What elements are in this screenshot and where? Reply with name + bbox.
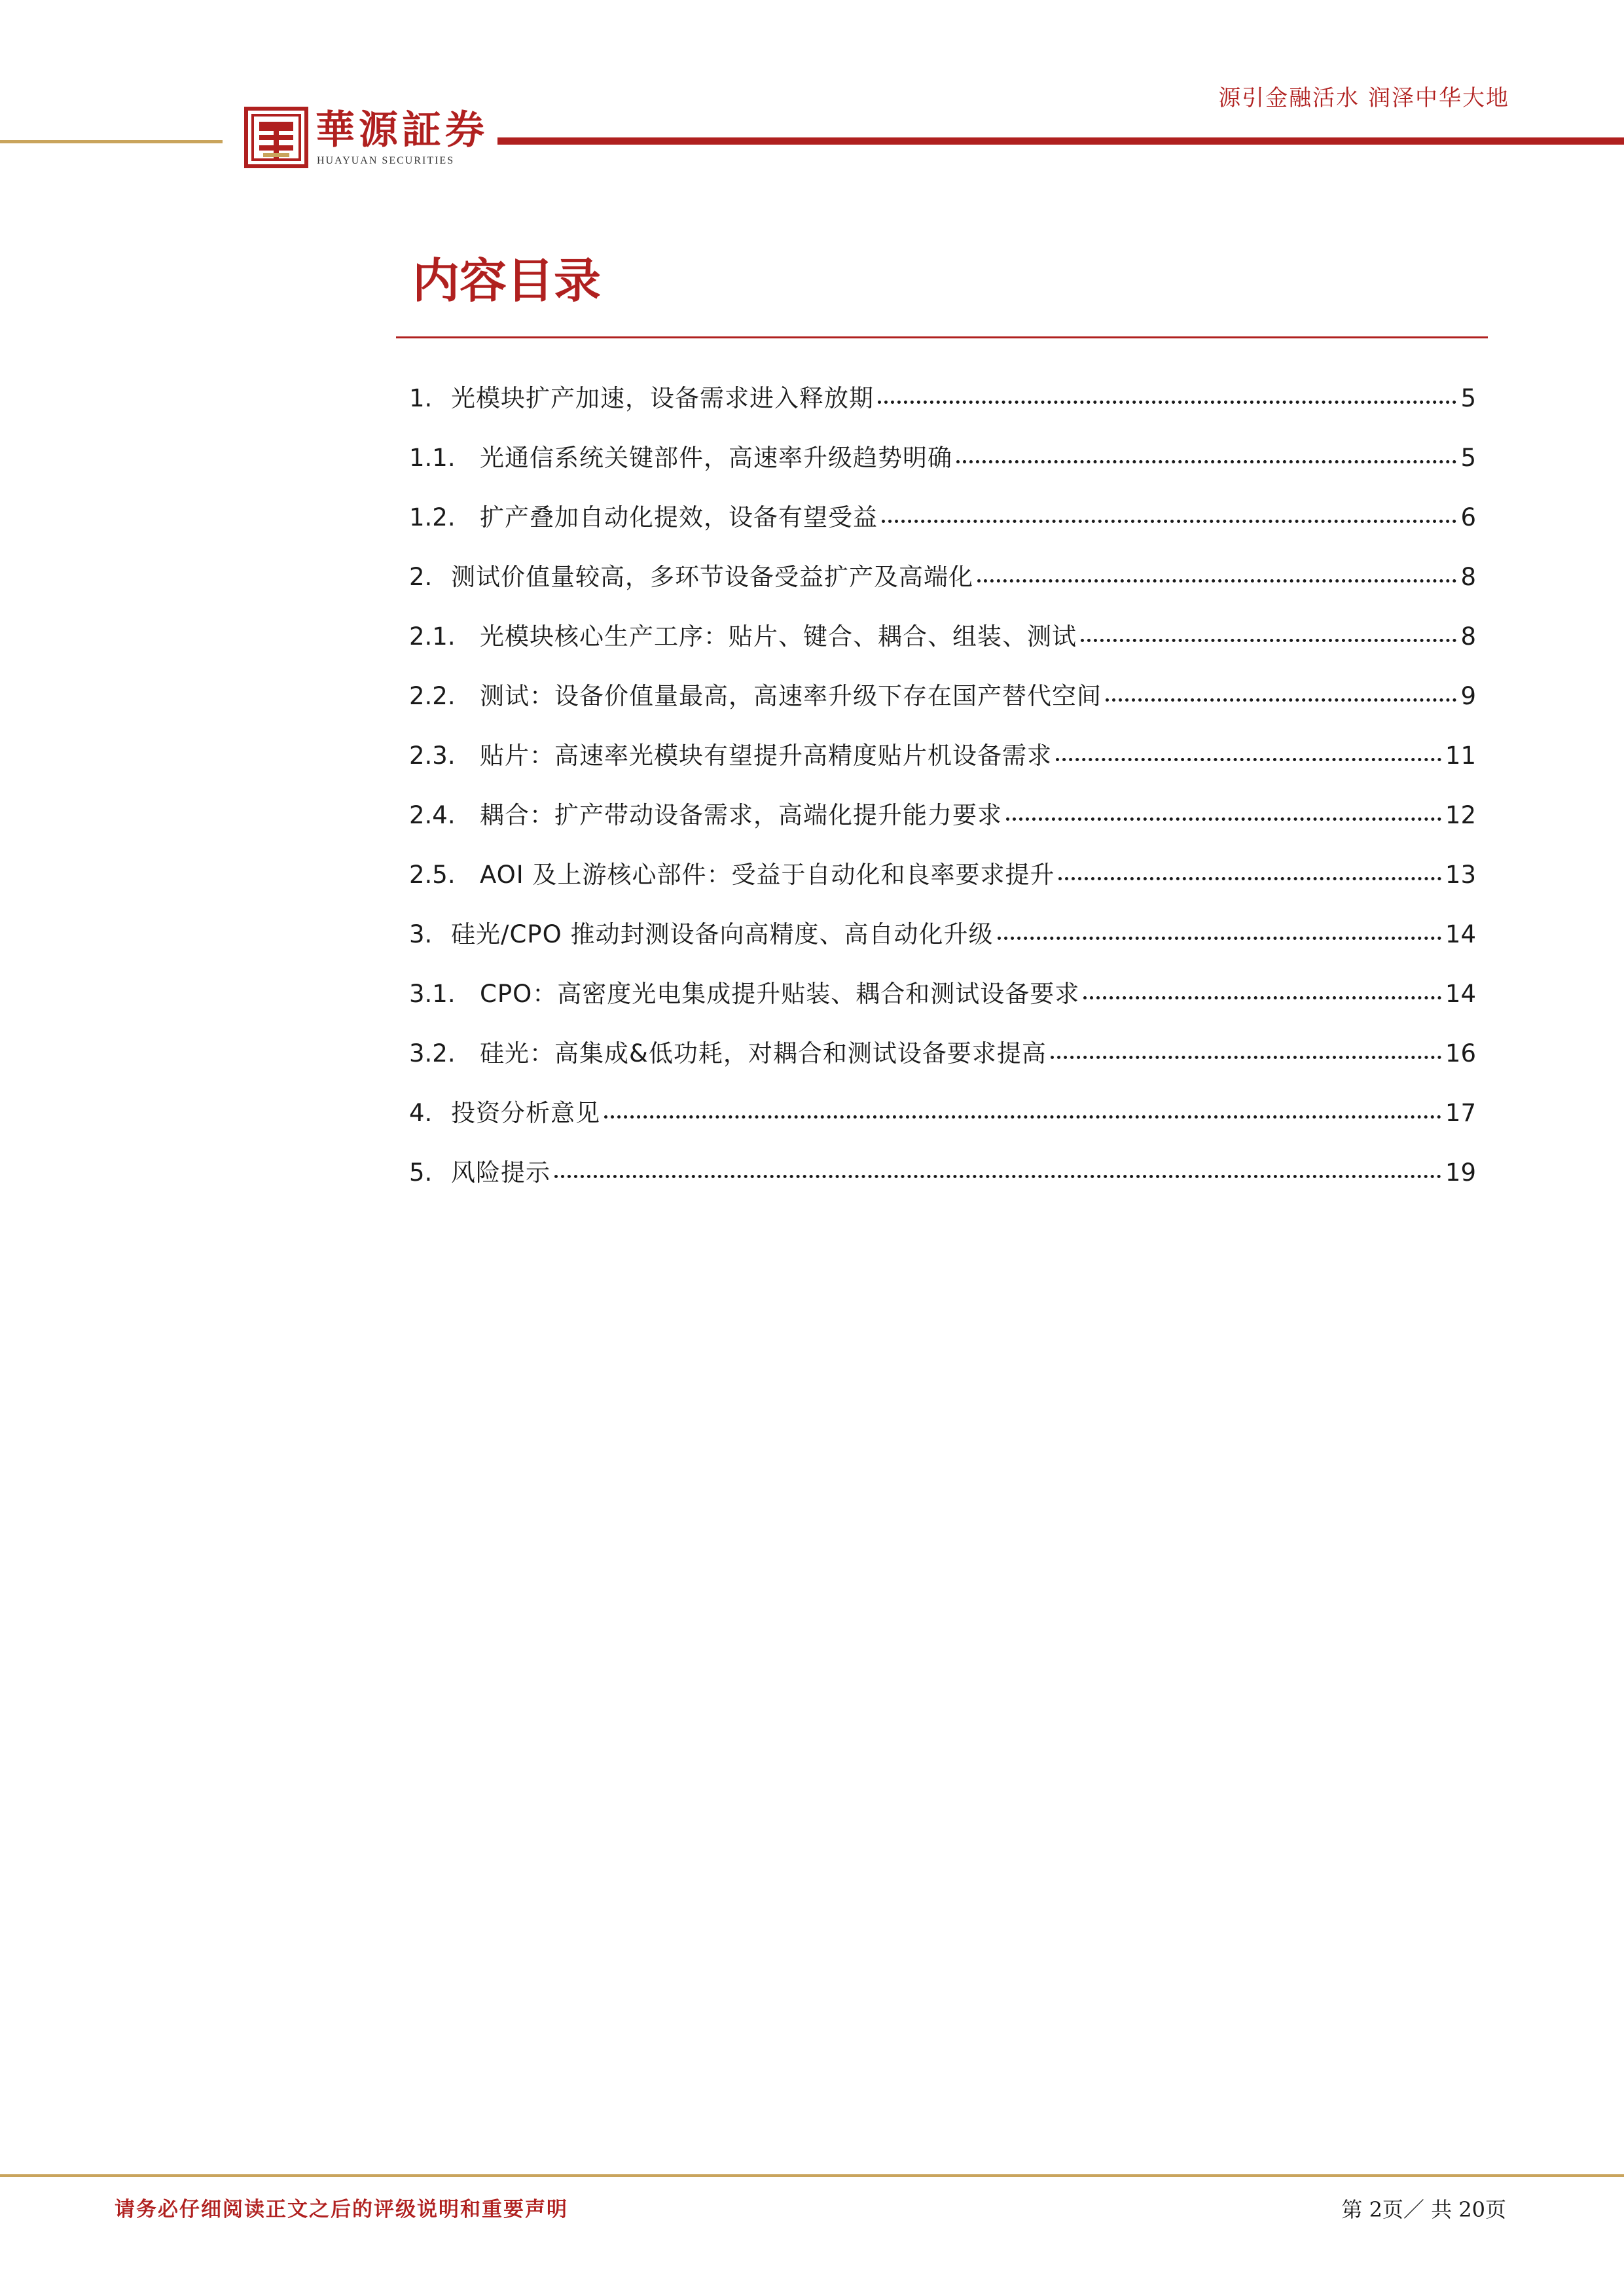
table-of-contents (409, 376, 1476, 1210)
toc-dot-leader (1058, 877, 1441, 880)
toc-entry-page: 8 (1460, 563, 1476, 591)
toc-entry-page: 5 (1460, 444, 1476, 472)
toc-entry-number: 3.1. (409, 980, 456, 1008)
toc-entry[interactable] (409, 376, 1476, 435)
footer-disclaimer: 请务必仔细阅读正文之后的评级说明和重要声明 (115, 2198, 568, 2221)
toc-entry-number: 2. (409, 563, 433, 591)
toc-entry-title: 耦合：扩产带动设备需求，高端化提升能力要求 (480, 801, 1002, 829)
toc-dot-leader (1083, 996, 1441, 999)
toc-entry[interactable] (409, 1031, 1476, 1090)
toc-entry-title: 光通信系统关键部件，高速率升级趋势明确 (480, 444, 952, 472)
toc-entry[interactable] (409, 435, 1476, 495)
toc-entry-number: 1. (409, 384, 433, 412)
toc-entry[interactable] (409, 971, 1476, 1031)
toc-entry-number: 1.2. (409, 503, 456, 531)
toc-dot-leader (554, 1175, 1441, 1178)
toc-entry-number: 2.2. (409, 682, 456, 710)
huayuan-logo-icon (244, 106, 309, 169)
toc-entry-title: 光模块扩产加速，设备需求进入释放期 (451, 384, 874, 412)
toc-dot-leader (998, 937, 1441, 940)
toc-dot-leader (604, 1115, 1441, 1119)
toc-entry-title: 硅光/CPO 推动封测设备向高精度、高自动化升级 (451, 920, 994, 948)
toc-entry[interactable] (409, 673, 1476, 733)
toc-dot-leader (1056, 758, 1441, 761)
toc-entry-number: 2.4. (409, 801, 456, 829)
toc-dot-leader (956, 460, 1456, 463)
footer-rule-right (720, 2174, 1624, 2177)
toc-dot-leader (878, 401, 1456, 404)
footer-rule-left (0, 2174, 720, 2177)
header-rule-gold (0, 140, 223, 143)
toc-entry-page: 8 (1460, 622, 1476, 651)
toc-entry-number: 2.5. (409, 861, 456, 889)
toc-entry-number: 3.2. (409, 1039, 456, 1067)
toc-entry-number: 5. (409, 1158, 433, 1187)
toc-entry-number: 2.1. (409, 622, 456, 651)
toc-entry-title: 扩产叠加自动化提效，设备有望受益 (480, 503, 878, 531)
toc-entry-page: 19 (1445, 1158, 1476, 1187)
toc-dot-leader (1081, 639, 1456, 642)
toc-entry[interactable] (409, 852, 1476, 912)
toc-entry-title: 风险提示 (451, 1158, 550, 1187)
toc-entry-page: 13 (1445, 861, 1476, 889)
toc-entry-title: 测试：设备价值量最高，高速率升级下存在国产替代空间 (480, 682, 1102, 710)
title-divider (396, 336, 1488, 338)
toc-entry[interactable] (409, 733, 1476, 793)
toc-dot-leader (977, 579, 1456, 583)
toc-dot-leader (1051, 1056, 1441, 1059)
toc-entry-page: 16 (1445, 1039, 1476, 1067)
toc-entry-page: 6 (1460, 503, 1476, 531)
toc-entry[interactable] (409, 554, 1476, 614)
toc-entry-page: 17 (1445, 1099, 1476, 1127)
toc-entry-page: 11 (1445, 742, 1476, 770)
toc-entry[interactable] (409, 495, 1476, 554)
toc-entry-page: 14 (1445, 980, 1476, 1008)
toc-entry-number: 1.1. (409, 444, 456, 472)
toc-dot-leader (1106, 698, 1456, 702)
header-slogan: 源引金融活水 润泽中华大地 (1218, 85, 1509, 111)
toc-entry-number: 4. (409, 1099, 433, 1127)
toc-entry-page: 9 (1460, 682, 1476, 710)
logo-chinese-name: 華源証券 (316, 107, 488, 153)
toc-entry-page: 5 (1460, 384, 1476, 412)
toc-entry-title: 光模块核心生产工序：贴片、键合、耦合、组装、测试 (480, 622, 1077, 651)
toc-dot-leader (1006, 817, 1441, 821)
toc-entry-page: 14 (1445, 920, 1476, 948)
toc-entry-title: 硅光：高集成&低功耗，对耦合和测试设备要求提高 (480, 1039, 1047, 1067)
toc-entry-page: 12 (1445, 801, 1476, 829)
logo-english-name: HUAYUAN SECURITIES (317, 155, 455, 166)
toc-entry[interactable] (409, 1090, 1476, 1150)
toc-entry[interactable] (409, 1150, 1476, 1210)
toc-entry-title: CPO：高密度光电集成提升贴装、耦合和测试设备要求 (480, 980, 1080, 1008)
toc-entry[interactable] (409, 793, 1476, 852)
toc-title: 内容目录 (412, 253, 602, 308)
toc-entry[interactable] (409, 912, 1476, 971)
footer-page-number: 第 2页／ 共 20页 (1341, 2197, 1506, 2222)
toc-entry-title: 贴片：高速率光模块有望提升高精度贴片机设备需求 (480, 742, 1052, 770)
toc-entry-title: 测试价值量较高，多环节设备受益扩产及高端化 (451, 563, 973, 591)
toc-entry-title: AOI 及上游核心部件：受益于自动化和良率要求提升 (480, 861, 1055, 889)
toc-entry-number: 2.3. (409, 742, 456, 770)
toc-entry-title: 投资分析意见 (451, 1099, 600, 1127)
toc-dot-leader (882, 520, 1456, 523)
toc-entry-number: 3. (409, 920, 433, 948)
toc-entry[interactable] (409, 614, 1476, 673)
header-rule-red (497, 137, 1624, 145)
